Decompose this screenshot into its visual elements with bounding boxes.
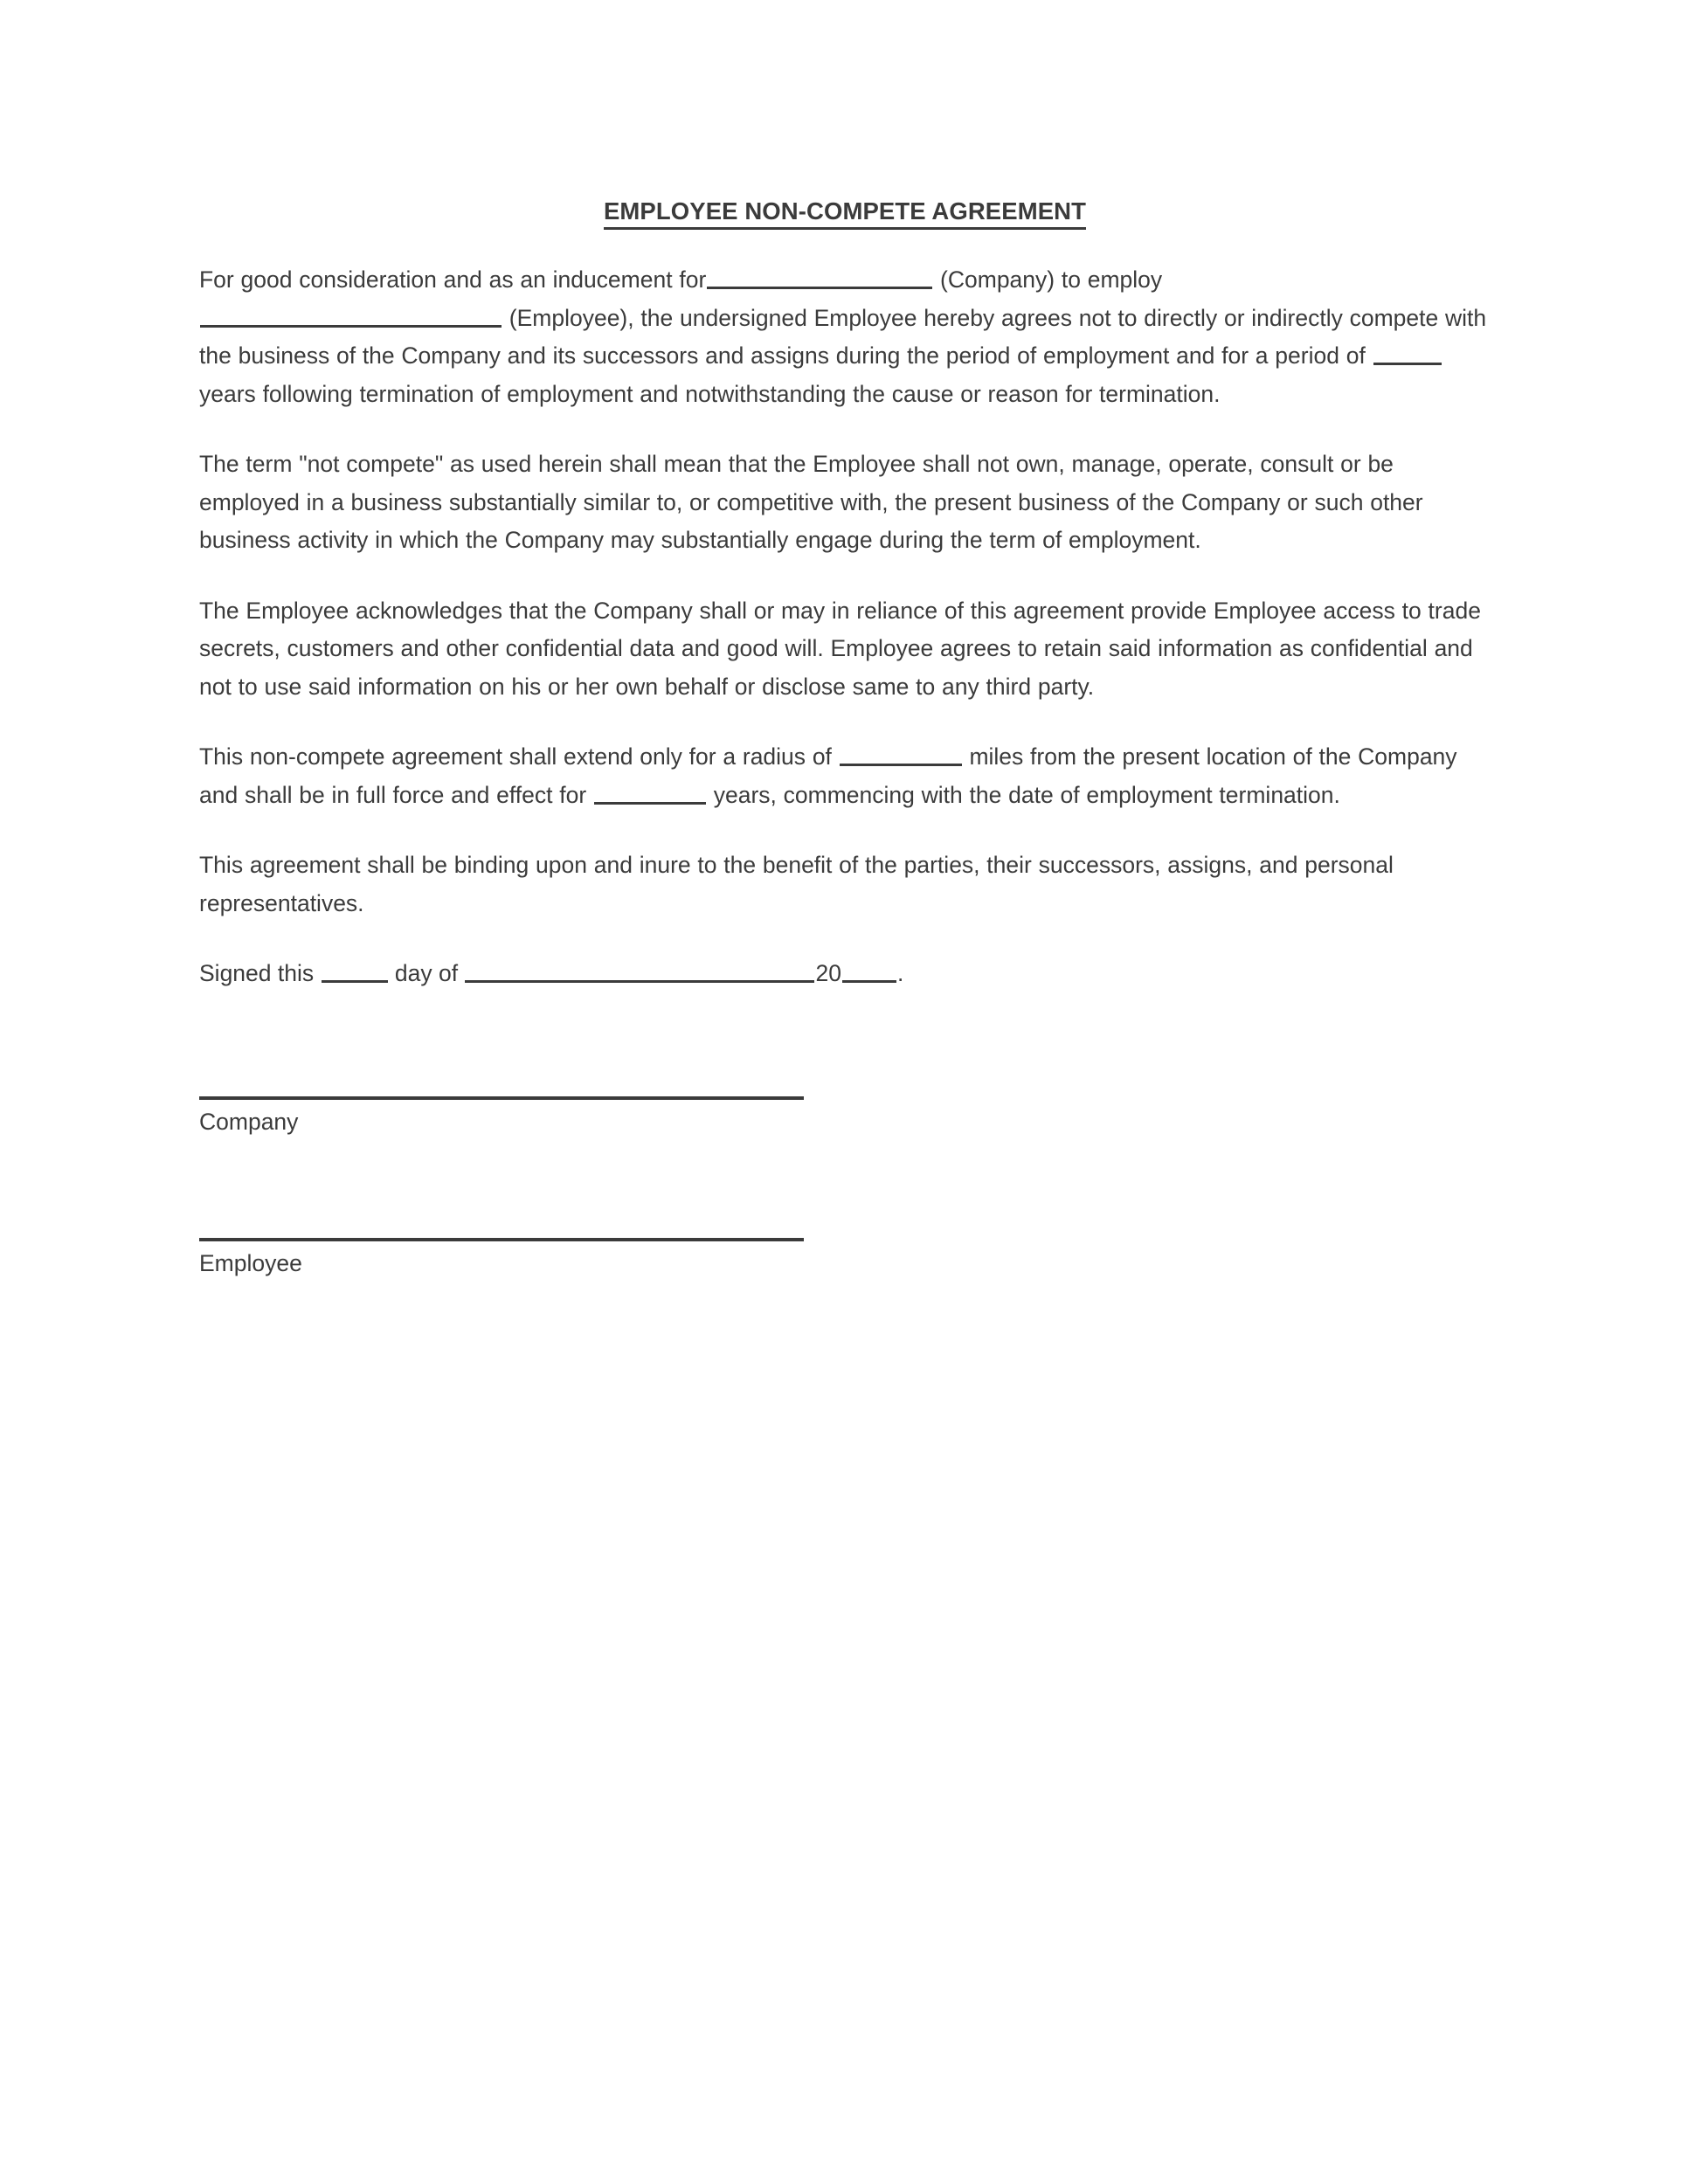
signed-segment-4: . (896, 960, 904, 987)
p4-segment-1: This non-compete agreement shall extend only for a radius of (199, 743, 832, 771)
signed-segment-2: day of (394, 960, 459, 987)
page-title-text: EMPLOYEE NON-COMPETE AGREEMENT (604, 197, 1086, 230)
signature-label-employee: Employee (199, 1249, 302, 1276)
paragraph-radius-term (199, 738, 1491, 814)
document-body (199, 197, 1491, 1280)
p4-segment-3: years, commencing with the date of employment termination. (713, 781, 1340, 808)
paragraph-not-compete-definition: The term "not compete" as used herein shall mean that the Employee shall not own, manage, operate, consult or be employed in a business substantially similar to, or competitive with, the present business of the Company or such other business activity in which the Company may substantially engage during the term of employment. (199, 451, 1423, 554)
signed-date-line (199, 955, 1491, 993)
p1-segment-4: years following termination of employment and notwithstanding the cause or reason for termination. (199, 380, 1221, 407)
p1-segment-2: (Company) to employ (940, 266, 1163, 294)
blank-period-years[interactable] (1373, 342, 1442, 365)
paragraph-binding: This agreement shall be binding upon and inure to the benefit of the parties, their successors, assigns, and personal representatives. (199, 852, 1394, 916)
paragraph-trade-secrets: The Employee acknowledges that the Company shall or may in reliance of this agreement provide Employee access to trade secrets, customers and other confidential data and good will. Employee agrees to retain said information as confidential and not to use said information on his or her own behalf or disclose same to any third party. (199, 597, 1481, 700)
signature-block-employee (199, 1238, 1491, 1280)
blank-signed-year[interactable] (842, 959, 896, 983)
p4-segment-2: miles from the present location of the Company and shall be in full force and effect for (199, 743, 1457, 808)
p1-segment-1: For good consideration and as an inducement for (199, 266, 707, 294)
signed-segment-3: 20 (815, 960, 841, 987)
paragraph-consideration (199, 261, 1491, 413)
blank-company-name[interactable] (707, 266, 932, 289)
page-title (199, 197, 1491, 230)
blank-employee-name[interactable] (200, 304, 502, 328)
signature-block-company (199, 1096, 1491, 1138)
p1-segment-3: (Employee), the undersigned Employee hereby agrees not to directly or indirectly compete with the business of the Company and its successors and assigns during the period of employment and for a period of (199, 304, 1487, 370)
signed-segment-1: Signed this (199, 960, 315, 987)
blank-force-years[interactable] (594, 781, 706, 805)
signature-line-company[interactable] (199, 1096, 804, 1100)
blank-signed-day[interactable] (322, 959, 388, 983)
signature-line-employee[interactable] (199, 1238, 804, 1241)
blank-signed-month[interactable] (465, 959, 814, 983)
signature-label-company: Company (199, 1108, 299, 1135)
blank-radius-miles[interactable] (840, 743, 962, 766)
